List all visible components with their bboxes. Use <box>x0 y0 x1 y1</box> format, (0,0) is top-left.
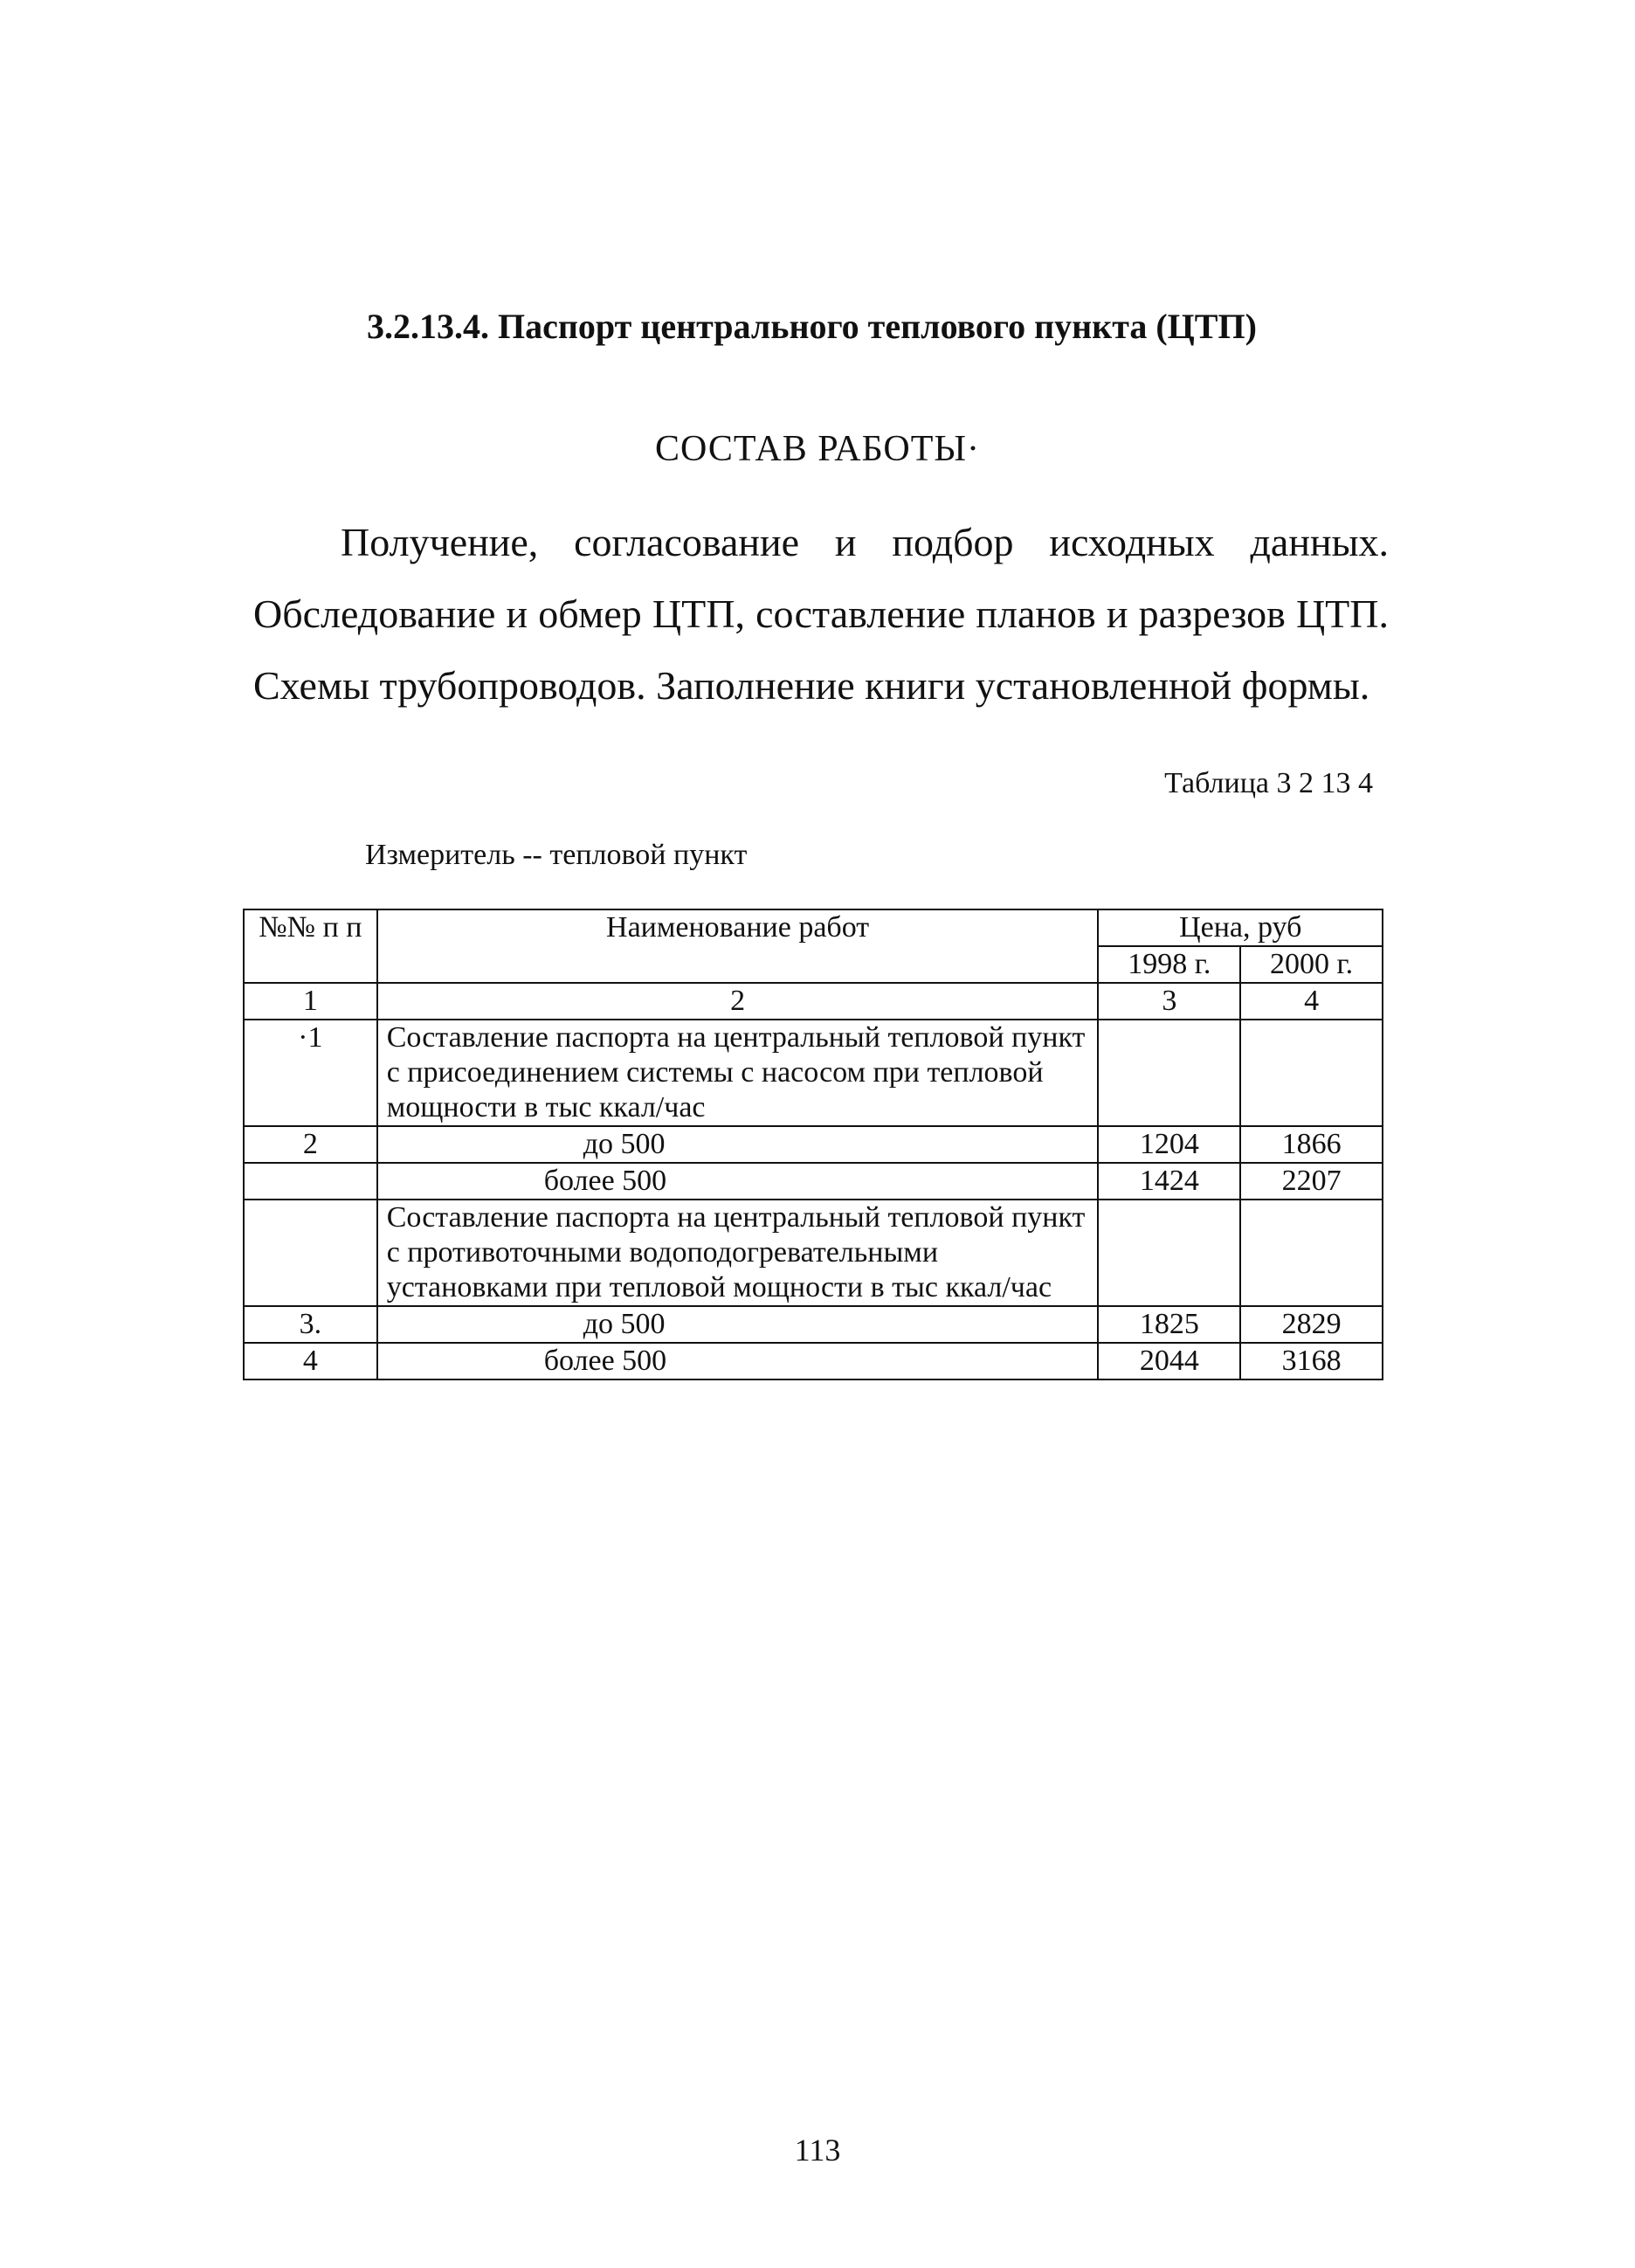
row-description: более 500 <box>377 1343 1099 1379</box>
row-number: 2 <box>244 1126 377 1163</box>
page-number: 113 <box>794 2133 841 2168</box>
row-description: до 500 <box>377 1306 1099 1343</box>
column-index: 3 <box>1098 983 1240 1020</box>
row-number <box>244 1200 377 1306</box>
header-price: Цена, руб <box>1098 909 1383 946</box>
table-row <box>244 1200 1383 1306</box>
price-2000: 2829 <box>1240 1306 1383 1343</box>
header-name: Наименование работ <box>377 909 1099 983</box>
row-description: до 500 <box>377 1126 1099 1163</box>
price-1998 <box>1098 1020 1240 1126</box>
row-number <box>244 1163 377 1200</box>
price-2000: 2207 <box>1240 1163 1383 1200</box>
price-2000: 3168 <box>1240 1343 1383 1379</box>
price-1998: 1204 <box>1098 1126 1240 1163</box>
table-row <box>244 1020 1383 1126</box>
column-index: 1 <box>244 983 377 1020</box>
table-row <box>244 1163 1383 1200</box>
table-row <box>244 1343 1383 1379</box>
header-year-2000: 2000 г. <box>1240 946 1383 983</box>
price-1998: 2044 <box>1098 1343 1240 1379</box>
row-number: 4 <box>244 1343 377 1379</box>
section-title: 3.2.13.4. Паспорт центрального теплового пункта (ЦТП) <box>367 307 1257 346</box>
price-2000: 1866 <box>1240 1126 1383 1163</box>
measure-unit: Измеритель -- тепловой пункт <box>365 839 748 871</box>
price-1998 <box>1098 1200 1240 1306</box>
price-1998: 1424 <box>1098 1163 1240 1200</box>
header-year-1998: 1998 г. <box>1098 946 1240 983</box>
work-heading: СОСТАВ РАБОТЫ· <box>654 429 981 469</box>
row-number: 3. <box>244 1306 377 1343</box>
price-table <box>243 909 1383 1380</box>
table-row <box>244 1126 1383 1163</box>
price-2000 <box>1240 1020 1383 1126</box>
row-description: более 500 <box>377 1163 1099 1200</box>
row-number: ·1 <box>244 1020 377 1126</box>
price-2000 <box>1240 1200 1383 1306</box>
row-description: Составление паспорта на центральный тепловой пункт с противоточными водоподогревательными установками при тепловой мощности в тыс ккал/час <box>377 1200 1099 1306</box>
column-index: 4 <box>1240 983 1383 1020</box>
row-description: Составление паспорта на центральный тепловой пункт с присоединением системы с насосом при тепловой мощности в тыс ккал/час <box>377 1020 1099 1126</box>
table-row <box>244 1306 1383 1343</box>
work-description: Получение, согласование и подбор исходных данных. Обследование и обмер ЦТП, составление планов и разрезов ЦТП. Схемы трубопроводов. Заполнение книги установленной формы. <box>253 520 1389 708</box>
table-caption: Таблица 3 2 13 4 <box>1164 767 1373 799</box>
header-no: №№ п п <box>244 909 377 983</box>
column-index: 2 <box>377 983 1099 1020</box>
column-index-row <box>244 983 1383 1020</box>
price-1998: 1825 <box>1098 1306 1240 1343</box>
